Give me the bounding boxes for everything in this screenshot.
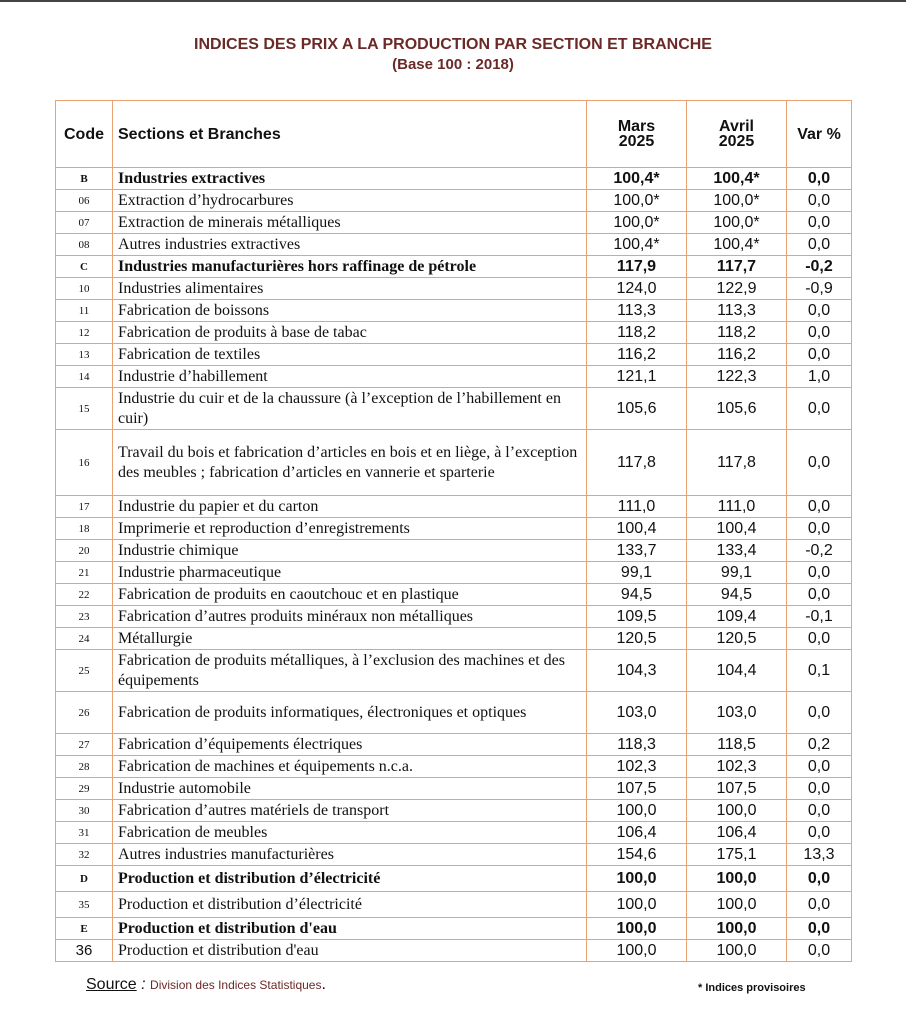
row-value-avril: 100,0 [687,892,787,918]
row-value-var: 0,0 [787,190,852,212]
row-value-avril: 99,1 [687,562,787,584]
row-value-var: 0,0 [787,430,852,496]
header-var: Var % [787,101,852,168]
table-row [56,844,852,866]
row-code: 25 [56,650,113,692]
table-row [56,800,852,822]
header-avril-month: Avril [719,118,754,135]
row-value-avril: 122,9 [687,278,787,300]
row-code: 20 [56,540,113,562]
table-row [56,822,852,844]
row-code: E [56,918,113,940]
row-value-avril: 109,4 [687,606,787,628]
table-row [56,278,852,300]
table-row [56,540,852,562]
row-value-mars: 102,3 [587,756,687,778]
row-value-var: -0,2 [787,256,852,278]
row-code: 26 [56,692,113,734]
row-value-avril: 117,7 [687,256,787,278]
row-label: Industries extractives [113,168,587,190]
row-code: 17 [56,496,113,518]
row-label: Fabrication de produits en caoutchouc et en plastique [113,584,587,606]
row-code: 08 [56,234,113,256]
row-value-var: 0,0 [787,778,852,800]
row-label: Extraction de minerais métalliques [113,212,587,234]
table-row [56,734,852,756]
row-label: Fabrication d’équipements électriques [113,734,587,756]
section-row [56,168,852,190]
row-code: 10 [56,278,113,300]
row-value-var: 13,3 [787,844,852,866]
row-value-mars: 120,5 [587,628,687,650]
row-value-avril: 122,3 [687,366,787,388]
table-row [56,692,852,734]
page-subtitle: (Base 100 : 2018) [392,56,514,73]
table-row [56,430,852,496]
row-label: Métallurgie [113,628,587,650]
row-value-var: 0,0 [787,800,852,822]
row-value-mars: 100,0* [587,212,687,234]
row-value-avril: 133,4 [687,540,787,562]
row-value-var: 1,0 [787,366,852,388]
row-value-avril: 175,1 [687,844,787,866]
row-value-var: 0,0 [787,234,852,256]
row-code: 35 [56,892,113,918]
row-label: Production et distribution d’électricité [113,866,587,892]
source-colon: : [136,976,151,993]
header-mars-month: Mars [617,118,656,135]
row-value-avril: 100,0 [687,940,787,962]
row-label: Industrie du cuir et de la chaussure (à l’exception de l’habillement en cuir) [113,388,587,430]
row-value-mars: 100,4 [587,518,687,540]
row-value-mars: 117,9 [587,256,687,278]
row-label: Fabrication d’autres produits minéraux non métalliques [113,606,587,628]
row-value-var: 0,0 [787,628,852,650]
table-row [56,190,852,212]
row-value-mars: 103,0 [587,692,687,734]
row-value-var: 0,0 [787,496,852,518]
row-value-avril: 104,4 [687,650,787,692]
row-value-avril: 105,6 [687,388,787,430]
row-value-avril: 117,8 [687,430,787,496]
provisional-note: * Indices provisoires [698,982,806,994]
row-code: 36 [56,940,113,962]
row-value-var: 0,0 [787,866,852,892]
section-row [56,256,852,278]
row-code: 31 [56,822,113,844]
row-label: Production et distribution d'eau [113,940,587,962]
header-mars [587,101,687,168]
row-value-mars: 100,4* [587,234,687,256]
table-row [56,366,852,388]
row-value-mars: 100,0 [587,866,687,892]
row-value-mars: 109,5 [587,606,687,628]
row-label: Fabrication de produits à base de tabac [113,322,587,344]
row-value-avril: 100,0 [687,800,787,822]
table-row [56,778,852,800]
row-value-avril: 113,3 [687,300,787,322]
row-code: 23 [56,606,113,628]
row-value-mars: 100,0 [587,892,687,918]
source-note [86,976,326,994]
row-code: 30 [56,800,113,822]
row-code: 27 [56,734,113,756]
table-row [56,518,852,540]
row-value-mars: 100,0 [587,918,687,940]
table-row [56,322,852,344]
row-value-avril: 94,5 [687,584,787,606]
row-value-var: -0,1 [787,606,852,628]
row-label: Fabrication de produits informatiques, électroniques et optiques [113,692,587,734]
row-value-var: 0,0 [787,518,852,540]
row-label: Industries manufacturières hors raffinage de pétrole [113,256,587,278]
row-value-avril: 100,4* [687,168,787,190]
row-value-mars: 106,4 [587,822,687,844]
row-code: 15 [56,388,113,430]
row-value-mars: 113,3 [587,300,687,322]
table-header-row [56,101,852,168]
row-value-mars: 107,5 [587,778,687,800]
row-code: 12 [56,322,113,344]
row-label: Fabrication de boissons [113,300,587,322]
table-row [56,584,852,606]
row-value-avril: 100,0* [687,212,787,234]
row-value-var: 0,0 [787,822,852,844]
row-value-mars: 154,6 [587,844,687,866]
row-value-avril: 103,0 [687,692,787,734]
row-code: B [56,168,113,190]
row-label: Travail du bois et fabrication d’articles en bois et en liège, à l’exception des meubles ; fabrication d’articles en vannerie et sparterie [113,430,587,496]
row-label: Fabrication de machines et équipements n.c.a. [113,756,587,778]
row-label: Industrie pharmaceutique [113,562,587,584]
row-value-mars: 94,5 [587,584,687,606]
header-mars-year: 2025 [618,133,655,150]
row-value-var: 0,0 [787,212,852,234]
row-value-var: 0,0 [787,756,852,778]
row-label: Imprimerie et reproduction d’enregistrements [113,518,587,540]
row-code: 07 [56,212,113,234]
row-code: D [56,866,113,892]
row-value-mars: 100,0 [587,800,687,822]
source-label: Source [86,976,137,993]
section-row [56,918,852,940]
row-code: 14 [56,366,113,388]
table-row [56,344,852,366]
row-code: 21 [56,562,113,584]
row-code: 16 [56,430,113,496]
row-value-avril: 102,3 [687,756,787,778]
row-value-var: 0,0 [787,692,852,734]
header-code: Code [56,101,113,168]
source-dot: . [321,976,326,993]
table-row [56,650,852,692]
row-value-mars: 116,2 [587,344,687,366]
table-row [56,606,852,628]
row-value-mars: 100,0* [587,190,687,212]
row-label: Autres industries manufacturières [113,844,587,866]
table-row [56,756,852,778]
row-value-var: 0,0 [787,940,852,962]
row-value-avril: 100,0* [687,190,787,212]
header-sections: Sections et Branches [113,101,587,168]
row-value-avril: 120,5 [687,628,787,650]
row-value-mars: 100,4* [587,168,687,190]
row-label: Fabrication de textiles [113,344,587,366]
row-value-var: -0,2 [787,540,852,562]
row-label: Production et distribution d’électricité [113,892,587,918]
row-code: 06 [56,190,113,212]
row-value-avril: 106,4 [687,822,787,844]
row-code: 18 [56,518,113,540]
row-code: 24 [56,628,113,650]
table-row [56,212,852,234]
row-value-var: 0,0 [787,562,852,584]
row-value-avril: 100,4 [687,518,787,540]
section-row [56,866,852,892]
row-value-avril: 118,5 [687,734,787,756]
row-value-mars: 124,0 [587,278,687,300]
table-body [56,168,852,962]
row-label: Industries alimentaires [113,278,587,300]
header-avril-year: 2025 [718,133,755,150]
row-code: 13 [56,344,113,366]
row-value-var: 0,0 [787,168,852,190]
page-title: INDICES DES PRIX A LA PRODUCTION PAR SECTION ET BRANCHE [194,36,712,53]
table-row [56,940,852,962]
row-value-var: 0,0 [787,584,852,606]
row-value-var: 0,0 [787,322,852,344]
row-value-mars: 133,7 [587,540,687,562]
row-value-mars: 100,0 [587,940,687,962]
table-row [56,562,852,584]
row-value-mars: 118,3 [587,734,687,756]
row-label: Extraction d’hydrocarbures [113,190,587,212]
table-row [56,892,852,918]
row-value-mars: 105,6 [587,388,687,430]
row-label: Industrie du papier et du carton [113,496,587,518]
row-label: Industrie automobile [113,778,587,800]
row-value-var: -0,9 [787,278,852,300]
row-value-avril: 100,0 [687,866,787,892]
table-row [56,496,852,518]
top-rule [0,0,906,2]
row-value-mars: 117,8 [587,430,687,496]
table-row [56,300,852,322]
row-value-mars: 104,3 [587,650,687,692]
row-code: 22 [56,584,113,606]
row-label: Industrie chimique [113,540,587,562]
row-value-var: 0,0 [787,918,852,940]
row-value-var: 0,0 [787,344,852,366]
header-avril [687,101,787,168]
row-value-var: 0,0 [787,388,852,430]
row-label: Fabrication de produits métalliques, à l’exclusion des machines et des équipements [113,650,587,692]
row-value-var: 0,2 [787,734,852,756]
row-code: C [56,256,113,278]
row-value-mars: 111,0 [587,496,687,518]
row-value-mars: 118,2 [587,322,687,344]
row-value-avril: 111,0 [687,496,787,518]
row-label: Production et distribution d'eau [113,918,587,940]
table-row [56,628,852,650]
price-index-table [55,100,852,962]
row-code: 11 [56,300,113,322]
row-value-var: 0,0 [787,300,852,322]
row-value-avril: 100,4* [687,234,787,256]
row-value-avril: 118,2 [687,322,787,344]
row-value-avril: 107,5 [687,778,787,800]
source-text: Division des Indices Statistiques [150,978,322,992]
table-row [56,234,852,256]
row-label: Fabrication d’autres matériels de transport [113,800,587,822]
row-value-avril: 116,2 [687,344,787,366]
row-label: Fabrication de meubles [113,822,587,844]
row-label: Autres industries extractives [113,234,587,256]
row-value-mars: 121,1 [587,366,687,388]
row-value-var: 0,0 [787,892,852,918]
table-row [56,388,852,430]
row-label: Industrie d’habillement [113,366,587,388]
row-value-mars: 99,1 [587,562,687,584]
row-value-avril: 100,0 [687,918,787,940]
row-value-var: 0,1 [787,650,852,692]
row-code: 32 [56,844,113,866]
row-code: 29 [56,778,113,800]
row-code: 28 [56,756,113,778]
